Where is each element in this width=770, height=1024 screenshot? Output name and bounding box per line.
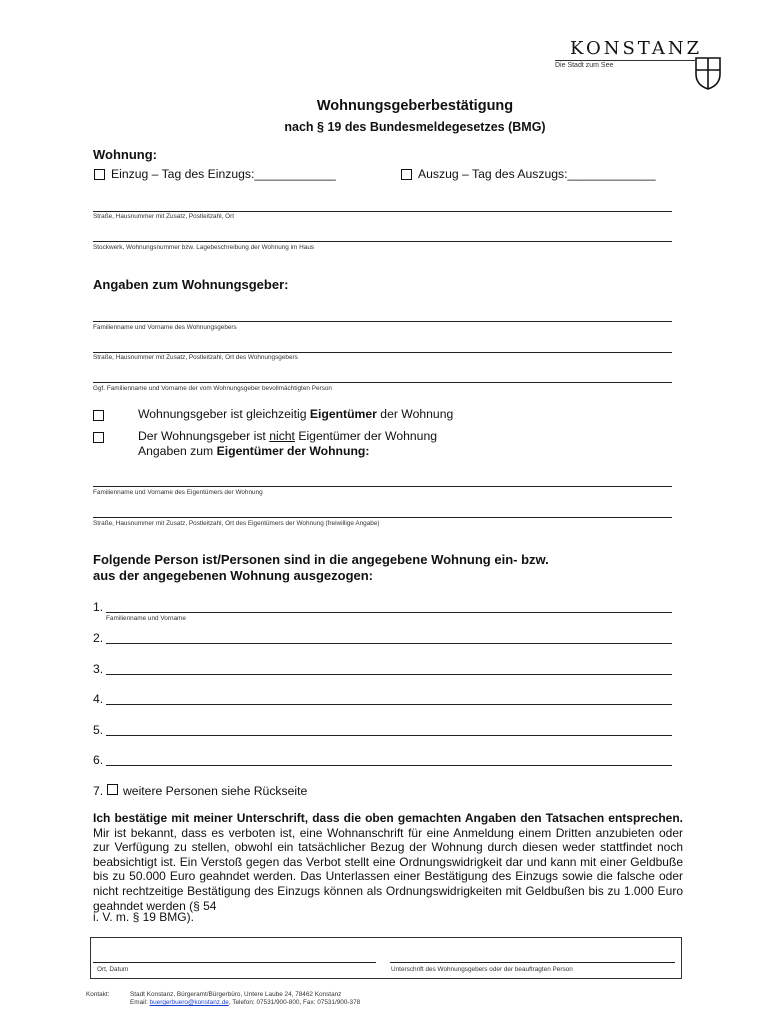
- footer-address: Stadt Konstanz, Bürgeramt/Bürgerbüro, Untere Laube 24, 78462 Konstanz: [130, 991, 342, 998]
- person-line[interactable]: [106, 735, 672, 736]
- footer-contact: Email: buergerbuero@konstanz.de, Telefon: 07531/900-800, Fax: 07531/900-378: [130, 999, 361, 1006]
- wohnungsgeber-address-line[interactable]: [93, 352, 672, 353]
- personen-heading-line1: Folgende Person ist/Personen sind in die angegebene Wohnung ein- bzw.: [93, 552, 549, 567]
- wohnungsgeber-address-label: Straße, Hausnummer mit Zusatz, Postleitzahl, Ort des Wohnungsgebers: [93, 354, 298, 361]
- eigentuemer-address-label: Straße, Hausnummer mit Zusatz, Postleitzahl, Ort des Eigentümers der Wohnung (freiwillige Angabe): [93, 520, 380, 527]
- person-number: 3.: [93, 662, 104, 676]
- unterschrift-line[interactable]: [390, 962, 675, 963]
- bestaetigung-paragraph: Ich bestätige mit meiner Unterschrift, dass die oben gemachten Angaben den Tatsachen entsprechen. Mir ist bekannt, dass es verboten ist, eine Wohnanschrift für eine Anmeldung einem Dritten anzubieten oder zur Verfügung zu stellen, obwohl ein tatsächlicher Bezug der Wohnung durch diesen weder stattfindet noch beabsichtigt ist. Ein Verstoß gegen das Verbot stellt eine Ordnungswidrigkeit dar und kann mit einer Geldbuße bis zu 50.000 Euro geahndet werden. Das Unterlassen einer Bestätigung des Einzugs sowie die falsche oder nicht rechtzeitige Bestätigung des Einzugs können als Ordnungswidrigkeiten mit Geldbußen bis zu 1.000 Euro geahndet werden (§ 54: [93, 811, 683, 913]
- person-line[interactable]: [106, 612, 672, 613]
- signature-box: [90, 937, 682, 979]
- person-number: 4.: [93, 692, 104, 706]
- weitere-personen-label: weitere Personen siehe Rückseite: [123, 784, 308, 798]
- auszug-label: Auszug – Tag des Auszugs:_____________: [418, 167, 656, 181]
- person-number: 1.: [93, 600, 104, 614]
- person-line[interactable]: [106, 643, 672, 644]
- person-line[interactable]: [106, 765, 672, 766]
- strasse-line[interactable]: [93, 211, 672, 212]
- page-subtitle: nach § 19 des Bundesmeldegesetzes (BMG): [284, 120, 546, 134]
- einzug-checkbox[interactable]: [94, 169, 105, 180]
- wohnung-heading: Wohnung:: [93, 147, 158, 162]
- wohnungsgeber-name-line[interactable]: [93, 321, 672, 322]
- auszug-date-field[interactable]: _____________: [567, 167, 656, 181]
- person-name-label: Familienname und Vorname: [106, 615, 186, 622]
- ort-datum-label: Ort, Datum: [97, 966, 129, 973]
- logo-title: KONSTANZ: [570, 38, 703, 59]
- ort-datum-line[interactable]: [93, 962, 376, 963]
- wohnungsgeber-heading: Angaben zum Wohnungsgeber:: [93, 277, 289, 292]
- city-crest-icon: [694, 56, 722, 95]
- eigentuemer-angaben-label: Angaben zum Eigentümer der Wohnung:: [138, 444, 370, 458]
- person-7-number: 7.: [93, 784, 104, 798]
- eigentuemer-no-checkbox[interactable]: [93, 432, 104, 443]
- einzug-label: Einzug – Tag des Einzugs:____________: [111, 167, 336, 181]
- wohnungsgeber-name-label: Familienname und Vorname des Wohnungsgebers: [93, 324, 237, 331]
- strasse-label: Straße, Hausnummer mit Zusatz, Postleitzahl, Ort: [93, 213, 234, 220]
- weitere-personen-checkbox[interactable]: [107, 784, 118, 795]
- person-number: 5.: [93, 723, 104, 737]
- footer-email-link[interactable]: buergerbuero@konstanz.de: [149, 999, 229, 1006]
- eigentuemer-yes-checkbox[interactable]: [93, 410, 104, 421]
- auszug-checkbox[interactable]: [401, 169, 412, 180]
- person-line[interactable]: [106, 704, 672, 705]
- page-title: Wohnungsgeberbestätigung: [316, 98, 514, 114]
- eigentuemer-address-line[interactable]: [93, 517, 672, 518]
- eigentuemer-name-label: Familienname und Vorname des Eigentümers der Wohnung: [93, 489, 263, 496]
- eigentuemer-name-line[interactable]: [93, 486, 672, 487]
- unterschrift-label: Unterschrift des Wohnungsgebers oder der beauftragten Person: [391, 966, 573, 973]
- stockwerk-line[interactable]: [93, 241, 672, 242]
- person-number: 6.: [93, 753, 104, 767]
- person-number: 2.: [93, 631, 104, 645]
- person-line[interactable]: [106, 674, 672, 675]
- personen-heading-line2: aus der angegebenen Wohnung ausgezogen:: [93, 568, 374, 583]
- bestaetigung-last-line: i. V. m. § 19 BMG).: [93, 910, 194, 924]
- einzug-date-field[interactable]: ____________: [254, 167, 336, 181]
- logo-tagline: Die Stadt zum See: [555, 62, 614, 69]
- stockwerk-label: Stockwerk, Wohnungsnummer bzw. Lagebeschreibung der Wohnung im Haus: [93, 244, 315, 251]
- logo-rule: [555, 60, 695, 61]
- eigentuemer-no-label: Der Wohnungsgeber ist nicht Eigentümer der Wohnung: [138, 429, 438, 443]
- footer-kontakt-label: Kontakt:: [86, 991, 110, 998]
- bevollmaechtigt-label: Ggf. Familienname und Vorname der vom Wohnungsgeber bevollmächtigten Person: [93, 385, 332, 392]
- bevollmaechtigt-line[interactable]: [93, 382, 672, 383]
- eigentuemer-yes-label: Wohnungsgeber ist gleichzeitig Eigentümer der Wohnung: [138, 407, 454, 421]
